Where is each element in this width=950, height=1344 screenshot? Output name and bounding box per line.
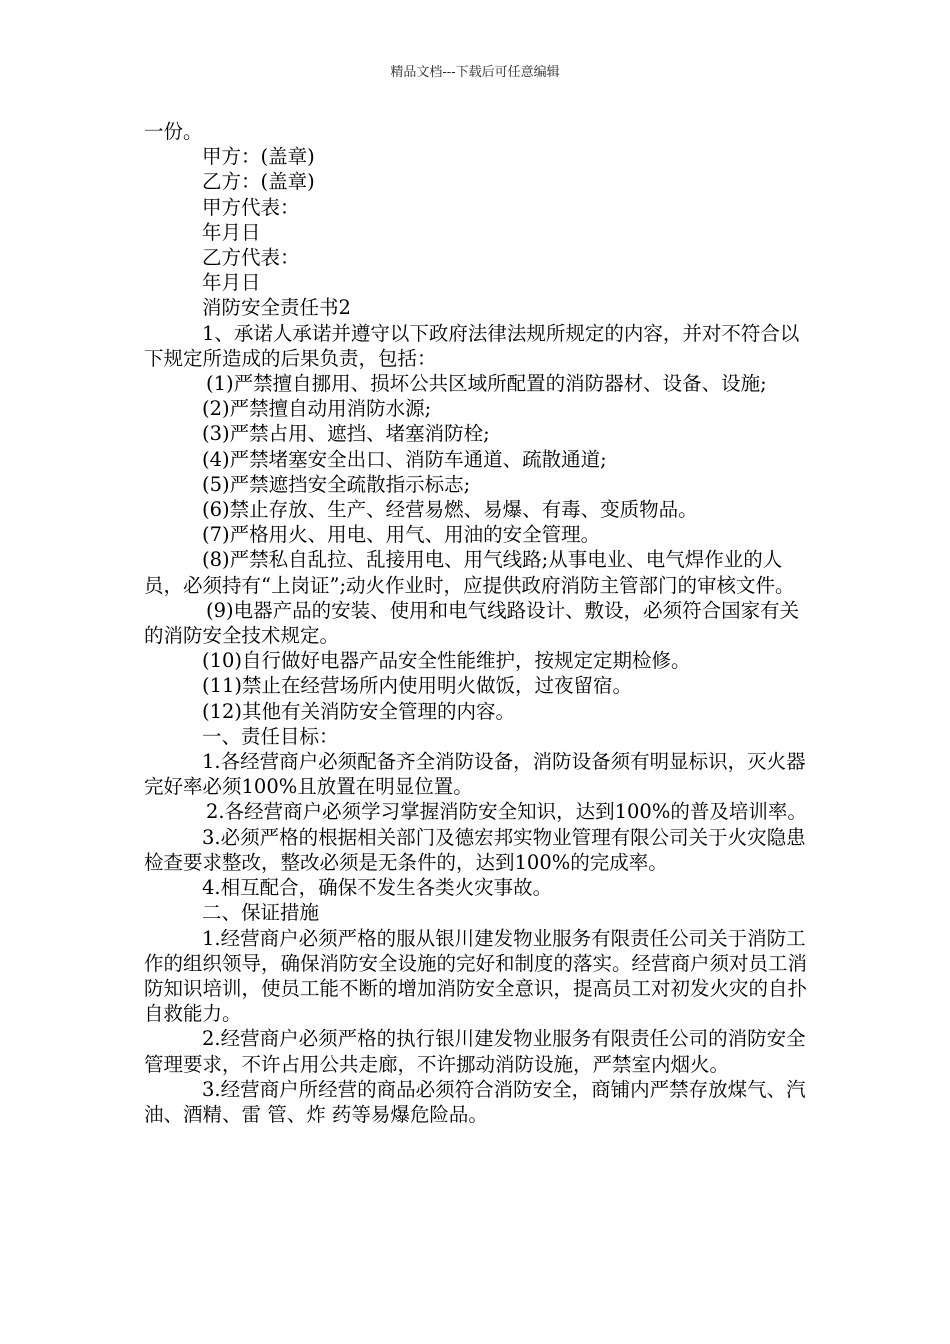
paragraph: (5)严禁遮挡安全疏散指示标志;: [202, 472, 471, 496]
paragraph: (3)严禁占用、遮挡、堵塞消防栓;: [202, 422, 490, 446]
paragraph: (8)严禁私自乱拉、乱接用电、用气线路;从事电业、电气焊作业的人员，必须持有“上岗证”;动火作业时，应提供政府消防主管部门的审核文件。: [144, 548, 795, 597]
paragraph: 3.必须严格的根据相关部门及德宏邦实物业管理有限公司关于火灾隐患检查要求整改，整改必须是无条件的，达到100%的完成率。: [144, 825, 806, 874]
paragraph: 1.各经营商户必须配备齐全消防设备，消防设备须有明显标识，灭火器完好率必须100%且放置在明显位置。: [144, 750, 806, 799]
paragraph: (9)电器产品的安装、使用和电气线路设计、敷设，必须符合国家有关的消防安全技术规定。: [144, 598, 800, 648]
paragraph: 消防安全责任书2: [202, 296, 351, 320]
paragraph: (1)严禁擅自挪用、损坏公共区域所配置的消防器材、设备、设施;: [206, 372, 767, 396]
paragraph: 1、承诺人承诺并遵守以下政府法律法规所规定的内容，并对不符合以下规定所造成的后果负责，包括：: [144, 321, 800, 370]
paragraph: 3.经营商户所经营的商品必须符合消防安全，商铺内严禁存放煤气、汽油、酒精、雷 管、炸 药等易爆危险品。: [144, 1077, 806, 1126]
paragraph: 年月日: [202, 220, 261, 244]
paragraph: 一份。: [144, 120, 203, 143]
paragraph: (4)严禁堵塞安全出口、消防车通道、疏散通道;: [202, 447, 607, 471]
paragraph: 1.经营商户必须严格的服从银川建发物业服务有限责任公司关于消防工作的组织领导，确保消防安全设施的完好和制度的落实。经营商户须对员工消防知识培训，使员工能不断的增加消防安全意识，提高员工对初发火灾的自扑自救能力。: [144, 926, 808, 1026]
document-body: [144, 119, 810, 1127]
paragraph: 年月日: [202, 271, 261, 295]
paragraph: (10)自行做好电器产品安全性能维护，按规定定期检修。: [202, 649, 691, 673]
paragraph: (7)严格用火、用电、用气、用油的安全管理。: [202, 523, 601, 547]
page-header: 精品文档---下载后可任意编辑: [390, 65, 560, 80]
paragraph: 甲方：(盖章): [202, 145, 315, 169]
paragraph: 乙方：(盖章): [202, 170, 315, 194]
paragraph: 乙方代表：: [202, 246, 300, 270]
paragraph: 甲方代表：: [202, 195, 300, 219]
paragraph: 2.各经营商户必须学习掌握消防安全知识，达到100%的普及培训率。: [206, 800, 807, 824]
paragraph: 4.相互配合，确保不发生各类火灾事故。: [202, 876, 553, 900]
paragraph: (6)禁止存放、生产、经营易燃、易爆、有毒、变质物品。: [202, 498, 698, 522]
paragraph: 一、责任目标：: [202, 724, 339, 748]
paragraph: (2)严禁擅自动用消防水源;: [202, 397, 432, 421]
paragraph: 2.经营商户必须严格的执行银川建发物业服务有限责任公司的消防安全管理要求，不许占用公共走廊，不许挪动消防设施，严禁室内烟火。: [144, 1027, 806, 1076]
paragraph: 二、保证措施: [202, 901, 320, 925]
paragraph: (12)其他有关消防安全管理的内容。: [202, 699, 516, 723]
paragraph: (11)禁止在经营场所内使用明火做饭，过夜留宿。: [202, 674, 633, 698]
